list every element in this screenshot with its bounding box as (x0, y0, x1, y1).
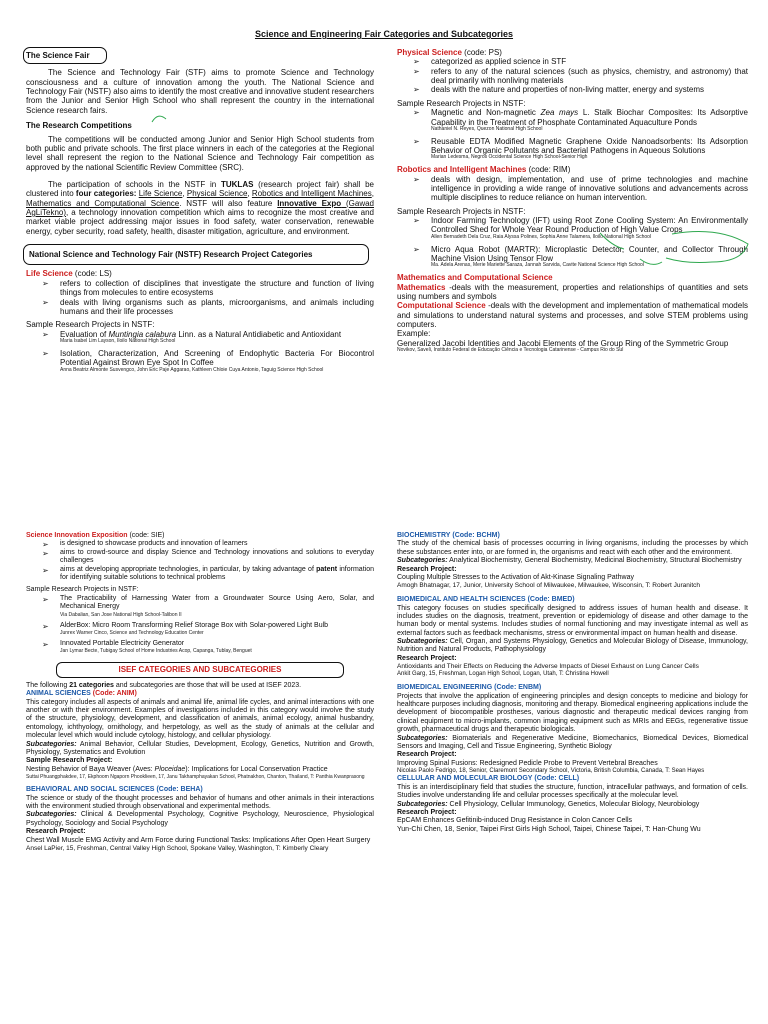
bchm-heading: BIOCHEMISTRY (Code: BCHM) (397, 532, 500, 539)
list-item: ➢ deals with design, implementation, and use of prime technologies and machine intelligence in providing a wide range of innovative solutions and advancements across multiple disciplines to reduce reliance on human intervention. (397, 175, 748, 203)
sie-heading: Science Innovation Exposition (code: SIE) (26, 532, 165, 539)
sample-projects-label: Sample Research Projects in NSTF: (26, 586, 139, 594)
enbm-heading: BIOMEDICAL ENGINEERING (Code: ENBM) (397, 684, 542, 692)
right-bottom-column (397, 532, 748, 834)
sie-samples-3 (26, 640, 374, 648)
bmed-subcategories: Subcategories: Cell, Organ, and Systems Physiology, Genetics and Molecular Biology of Disease, Immunology, Nutrition and Natural Products, Pathophysiology (397, 638, 748, 654)
list-item: ➢ Micro Aqua Robot (MARTR): Microplastic Detector, Counter, and Collector Through Machine Vision Using Tensor Flow (397, 245, 748, 264)
sample-projects-label: Sample Research Projects in NSTF: (26, 320, 155, 330)
annotation-mark (640, 259, 662, 264)
list-item: ➢ aims to crowd-source and display Science and Technology innovations and solutions to everyday challenges (26, 549, 374, 566)
author-line: Ma. Adela Arenas, Merie Mariette Saraza, Jannah Sarvida, Cavite National Science High School (431, 262, 644, 269)
enbm-rp-title: Improving Spinal Fusions: Redesigned Pedicle Probe to Prevent Vertebral Breaches (397, 759, 658, 767)
annotation-mark (666, 232, 748, 263)
beha-heading: BEHAVIORAL AND SOCIAL SCIENCES (Code: BEHA) (26, 786, 203, 794)
participation-paragraph: The participation of schools in the NSTF in TUKLAS (research project fair) shall be clustered into four categories: Life Science, Physical Science, Robotics and Intelligent Machines, Mathematics and Computational Science. NSTF will also feature Innovative Expo (Gawad AgLiTekno), a technology innovation competition which aims to recognize the most creative and market viable project addressing major issues in food safety, water conservation, renewable energy, cyber security, road safety, health, disaster mitigation, agriculture, and environment. (26, 179, 374, 236)
enbm-subcategories: Subcategories: Biomaterials and Regenerative Medicine, Biomechanics, Biomedical Devices, Biomedical Sensors and Imaging, Cell and Tissue Engineering, Synthetic Biology (397, 734, 748, 750)
isef-intro: The following 21 categories and subcategories are those that will be used at ISEF 2023. (26, 681, 302, 689)
science-fair-heading: The Science Fair (23, 47, 107, 64)
author-line: Allen Bernadeth Dela Cruz, Raia Alyssa Polines, Sophia Anne Talamera, Iloilo National High School (431, 233, 652, 240)
anim-heading: ANIMAL SCIENCES (Code: ANIM) (26, 690, 137, 698)
bchm-description: The study of the chemical basis of processes occurring in living organisms, including the processes by which these substances enter into, or are formed in, the organisms and react with each other and the environment. (397, 540, 748, 556)
enbm-rp-label: Research Project: (397, 751, 457, 759)
annotation-mark (600, 233, 624, 249)
example-label: Example: (397, 329, 431, 339)
life-science-heading: Life Science (code: LS) (26, 269, 112, 279)
enbm-description: Projects that involve the application of engineering principles and design concepts to medicine and biology for healthcare purposes including diagnosis, monitoring and therapy. Biomedical engineering applications include the development of biocompatible prostheses, various diagnostic and therapeutic medical devices ranging from clinical equipment to micro-implants, common imaging equipment such as MRIs and EEGs, regenerative tissue growth, pharmaceutical drugs and therapeutic biologicals. (397, 692, 748, 734)
cell-rp-title: EpCAM Enhances Gefitinib-induced Drug Resistance in Colon Cancer Cells (397, 817, 633, 825)
author-line: Marian Ledesma, Negros Occidental Science High School-Senior High (431, 154, 588, 161)
bmed-heading: BIOMEDICAL AND HEALTH SCIENCES (Code: BMED) (397, 596, 575, 604)
list-item: ➢ refers to any of the natural sciences (such as physics, chemistry, and astronomy) that deal primarily with nonliving materials (397, 67, 748, 86)
physical-science-heading: Physical Science (code: PS) (397, 48, 502, 57)
author-line: Amogh Bhatnagar, 17, Junior, University School of Milwaukee, Milwaukee, Wisconsin, T: Robert Juranitch (397, 582, 700, 590)
cell-rp-label: Research Project: (397, 808, 457, 816)
research-competitions-paragraph: The competitions will be conducted among Junior and Senior High School students from both public and private schools. The first place winners in each of the categories at the Regional level shall represent the region to the National Science and Technology Fair competition as approved by the national Scientific Review Committee (SRC). (26, 134, 374, 172)
left-bottom-column (26, 532, 374, 853)
mathematics-definition: Mathematics -deals with the measurement, properties and relationships of quantities and sets using numbers and symbols (397, 282, 748, 301)
list-item: ➢ Reusable EDTA Modified Magnetic Graphene Oxide Nanoadsorbents: Its Adsorption Behavior of Organic Pollutants and Bacterial Pathogens in Aqueous Solutions (397, 137, 748, 156)
cell-description: This is an interdisciplinary field that studies the structure, function, intracellular pathways, and formation of cells. Studies involve understanding life and cellular processes specifically at the molecular level. (397, 783, 748, 800)
list-item: ➢ is designed to showcase products and innovation of learners (26, 540, 374, 548)
page-title: Science and Engineering Fair Categories and Subcategories (254, 29, 514, 39)
anim-rp-title: Nesting Behavior of Baya Weaver (Aves: Ploceidae): Implications for Local Conservation Practice (26, 765, 328, 773)
list-item: ➢ deals with the nature and properties of non-living matter, energy and systems (397, 85, 748, 94)
math-comp-heading: Mathematics and Computational Science (397, 273, 553, 283)
sample-projects-label: Sample Research Projects in NSTF: (397, 206, 526, 216)
bmed-rp-label: Research Project: (397, 654, 457, 662)
author-line: Anna Beatriz Almonte Susvengco, John Eric Paje Aggarao, Kathleen Chloie Cuya Antonio, Taguig Science High School (60, 366, 324, 373)
bchm-rp-title: Coupling Multiple Stresses to the Activation of Akt-Kinase Signaling Pathway (397, 573, 634, 581)
author-line: Suttai Phuangphakdee, 17, Ekphoom Ngaporn Phooklieen, 17, Janu Takhamphayakan School, Phatnakhon, Chanton, Thailand, T: Panthia Kwanprasong (26, 774, 365, 781)
anim-rp-label: Sample Research Project: (26, 757, 113, 765)
anim-subcategories: Subcategories: Animal Behavior, Cellular Studies, Development, Ecology, Genetics, Nutrition and Growth, Physiology, Systematics and Evolution (26, 740, 374, 757)
beha-description: The science or study of the thought processes and behavior of humans and other animals in their interactions with the environment studied through observational and experimental methods. (26, 794, 374, 810)
research-competitions-heading: The Research Competitions (26, 121, 132, 131)
author-line: Nicolas Paolo Fedrigo, 18, Senior, Claremont Secondary School, Victoria, British Columbia, Canada, T: Sean Hayes (397, 768, 705, 775)
robotics-heading: Robotics and Intelligent Machines (code: RIM) (397, 165, 571, 175)
author-line: Yun-Chi Chen, 18, Senior, Taipei First Girls High School, Taipei, Chinese Taipei, T: Han-Chung Wu (397, 825, 701, 833)
isef-heading: ISEF CATEGORIES AND SUBCATEGORIES (56, 662, 344, 678)
annotation-mark (152, 116, 166, 122)
sie-samples (26, 595, 374, 612)
sie-samples-2 (26, 622, 374, 630)
list-item: ➢ Evaluation of Muntingia calabura Linn. as a Natural Antidiabetic and Antioxidant (26, 330, 374, 339)
bmed-rp-title: Antioxidants and Their Effects on Reducing the Adverse Impacts of Diesel Exhaust on Lung Cancer Cells (397, 663, 699, 671)
list-item: ➢ deals with living organisms such as plants, microorganisms, and animals including humans and their life processes (26, 298, 374, 317)
author-line: Via Dabalian, San Jose National High School-Talibon II (60, 611, 182, 618)
cell-subcategories: Subcategories: Cell Physiology, Cellular Immunology, Genetics, Molecular Biology, Neurobiology (397, 800, 700, 808)
sie-list (26, 540, 374, 582)
sample-projects-label: Sample Research Projects in NSTF: (397, 98, 526, 108)
list-item: ➢ AlderBox: Micro Room Transforming Relief Storage Box with Solar-powered Light Bulb (26, 622, 374, 630)
cell-heading: CELLULAR AND MOLECULAR BIOLOGY (Code: CELL) (397, 775, 580, 783)
list-item: ➢ Innovated Portable Electricity Generator (26, 640, 374, 648)
anim-description: This category includes all aspects of animals and animal life, animal life cycles, and animal interactions with one another or with their environment. Examples of investigations included in this category would involve the study of the structure, physiology, development, and classification of animals, animal ecology, animal husbandry, entomology, ichthyology, ornithology, and herpetology, as well as the study of animals at the cellular and molecular level which would include cytology, histology, and cellular physiology. (26, 698, 374, 740)
beha-rp-title: Chest Wall Muscle EMG Activity and Arm Force during Functional Tasks: Implications After Open Heart Surgery (26, 836, 371, 844)
science-fair-paragraph: The Science and Technology Fair (STF) aims to promote Science and Technology consciousness and a culture of innovation among the youth. The National Science and Technology Fair (NSTF) also aims to identify the most creative and innovative student researchers from the Junior and Senior High School who shall represent the country in the international Science research fairs. (26, 68, 374, 115)
example-title: Generalized Jacobi Identities and Jacobi Elements of the Group Ring of the Symmetric Group (397, 338, 729, 348)
author-line: Maria Isabel Lim Layson, Iloilo National High School (60, 337, 176, 344)
beha-subcategories: Subcategories: Clinical & Developmental Psychology, Cognitive Psychology, Neuroscience, Physiological Psychology, Sociology and Social Psychology (26, 811, 374, 827)
author-line: Novikov, Saveli, Instituto Federal de Educação Ciência e Tecnologia Catarinense - Campus Rio do Sul (397, 347, 624, 354)
list-item: ➢ Isolation, Characterization, And Screening of Endophytic Bacteria For Biocontrol Potential Against Brown Eye Spot In Coffee (26, 349, 374, 368)
bmed-description: This category focuses on studies specifically designed to address issues of human health and disease. It includes studies on the diagnosis, treatment, prevention or epidemiology of disease and other damage to the human body or mental systems. Includes studies of normal functioning and may investigate internal as well as external factors such as feedback mechanisms, stress or environmental impact on human health and disease. (397, 604, 748, 637)
author-line: Ankit Garg, 15, Freshman, Logan High School, Logan, Utah, T: Christina Howell (397, 671, 609, 678)
bchm-rp-label: Research Project: (397, 565, 457, 573)
beha-rp-label: Research Project: (26, 828, 86, 836)
list-item: ➢ Magnetic and Non-magnetic Zea mays L. Stalk Biochar Composites: Its Adsorptive Capability in the Treatment of Phosphate Contaminated Aquaculture Ponds (397, 108, 748, 127)
nstf-categories-heading: National Science and Technology Fair (NSTF) Research Project Categories (23, 244, 369, 265)
list-item: ➢ categorized as applied science in STF (397, 57, 748, 66)
author-line: Jan Lymar Becte, Tubigay School of Home Industries Acop, Capanga, Tublay, Benguet (60, 648, 252, 655)
author-line: Junrex Warner Cinco, Science and Technology Education Center (60, 629, 204, 636)
author-line: Ansel LaPier, 15, Freshman, Central Valley High School, Spokane Valley, Washington, T: Kimberly Cleary (26, 844, 329, 852)
list-item: ➢ aims at developing appropriate technologies, in particular, by taking advantage of patent information for identifying suitable solutions to technical problems (26, 566, 374, 583)
list-item: ➢ refers to collection of disciplines that investigate the structure and function of living things from molecules to entire ecosystems (26, 279, 374, 298)
bchm-subcategories: Subcategories: Analytical Biochemistry, General Biochemistry, Medicinal Biochemistry, Structural Biochemistry (397, 557, 742, 565)
author-line: Nathaniel N. Reyes, Quezon National High School (431, 125, 543, 132)
list-item: ➢ Indoor Farming Technology (IFT) using Root Zone Cooling System: An Environmentally Controlled Shed for Whole Year Round Production of High Value Crops (397, 216, 748, 235)
list-item: ➢ The Practicability of Harnessing Water from a Groundwater Source Using Aero, Solar, and Mechanical Energy (26, 595, 374, 612)
computational-science-definition: Computational Science -deals with the development and implementation of mathematical models and simulations to understand natural systems and processes, and solve STEM problems using computers. (397, 301, 748, 329)
